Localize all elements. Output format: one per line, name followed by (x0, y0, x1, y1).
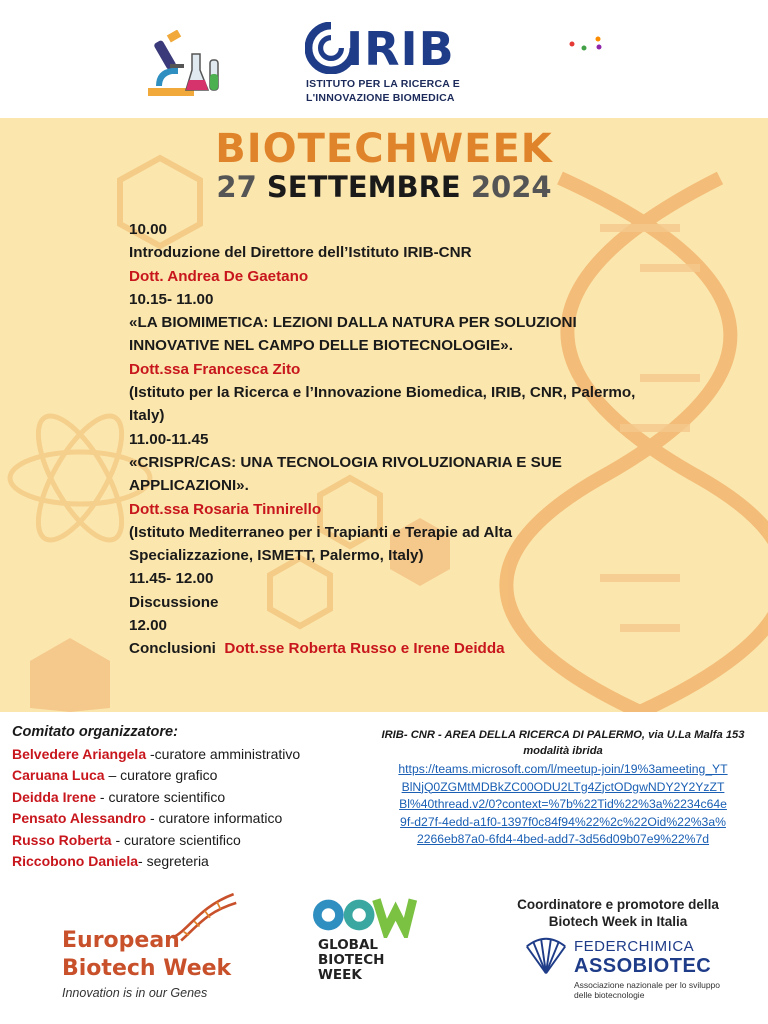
committee-member: Belvedere Ariangela -curatore amministrativo (12, 745, 301, 762)
assobiotec-tagline: Associazione nazionale per lo sviluppo delle biotecnologie (574, 980, 721, 1000)
program-panel (0, 118, 768, 712)
event-date-year: 2024 (470, 170, 552, 204)
program-line: «CRISPR/CAS: UNA TECNOLOGIA RIVOLUZIONARIA E SUE (129, 453, 562, 471)
microscope-flask-icon (146, 30, 224, 100)
program-line: INNOVATIVE NEL CAMPO DELLE BIOTECNOLOGIE». (129, 337, 513, 355)
program-line: Introduzione del Direttore dell’Istituto IRIB-CNR (129, 244, 472, 262)
program-line: 11.45- 12.00 (129, 570, 214, 588)
federchimica-shell-icon (522, 936, 570, 976)
program-line: 10.15- 11.00 (129, 290, 214, 308)
speaker-name: Dott. Andrea De Gaetano (129, 267, 309, 285)
speaker-name: Dott.ssa Rosaria Tinnirello (129, 500, 322, 518)
committee-member: Deidda Irene - curatore scientifico (12, 788, 226, 805)
assobiotec-label: ASSOBIOTEC (574, 955, 712, 977)
gbw-logo-text: GLOBAL BIOTECH WEEK (318, 937, 385, 983)
committee-member: Pensato Alessandro - curatore informatico (12, 810, 283, 826)
org-name: IRIB (346, 22, 455, 76)
committee-title: Comitato organizzatore: (12, 724, 178, 740)
program-line: Italy) (129, 407, 165, 425)
program-line: APPLICAZIONI». (129, 477, 249, 495)
program-line: 12.00 (129, 617, 168, 635)
program-line: 10.00 (129, 221, 168, 238)
program-schedule (129, 218, 749, 661)
committee-member: Riccobono Daniela- segreteria (12, 853, 209, 869)
program-line: Conclusioni Dott.sse Roberta Russo e Irene Deidda (129, 640, 505, 658)
gbw-logo-icon (306, 890, 418, 938)
program-line: (Istituto per la Ricerca e l’Innovazione Biomedica, IRIB, CNR, Palermo, (129, 384, 636, 402)
committee-member: Caruana Luca – curatore grafico (12, 767, 218, 783)
ebw-logo-line2: Biotech Week (62, 956, 232, 981)
event-title: BIOTECHWEEK (215, 126, 553, 172)
event-date-month: SETTEMBRE (266, 170, 461, 204)
federchimica-label: FEDERCHIMICA (574, 938, 695, 955)
event-date-day: 27 (216, 170, 257, 204)
venue-info (364, 727, 762, 849)
event-date (0, 170, 768, 204)
organizing-committee (12, 722, 372, 873)
venue-mode: modalità ibrida (523, 745, 603, 757)
colored-dots-icon (568, 34, 608, 54)
ebw-logo-line1: European (62, 928, 180, 953)
org-subtitle-line1: ISTITUTO PER LA RICERCA E (306, 78, 460, 90)
header (0, 0, 768, 118)
program-line: 11.00-11.45 (129, 430, 209, 448)
program-line: «LA BIOMIMETICA: LEZIONI DALLA NATURA PER SOLUZIONI (129, 314, 577, 332)
program-line: Discussione (129, 593, 219, 611)
program-line: (Istituto Mediterraneo per i Trapianti e Terapie ad Alta (129, 523, 513, 541)
speaker-name: Dott.ssa Francesca Zito (129, 360, 301, 378)
org-subtitle-line2: L'INNOVAZIONE BIOMEDICA (306, 92, 455, 104)
ebw-tagline: Innovation is in our Genes (62, 986, 208, 1000)
committee-member: Russo Roberta - curatore scientifico (12, 831, 241, 848)
teams-meeting-link[interactable]: https://teams.microsoft.com/l/meetup-join/19%3ameeting_YTBlNjQ0ZGMtMDBkZC00ODU2LTg4ZjctODgwNDY2Y2YzZTBl%40thread.v2/0?context=%7b%22Tid%22%3a%2234c64e9f-d27f-4edd-a1f0-1397f0c84f94%22%2c%22Oid%22%3a%2266eb87a0-6fd4-4bed-add7-3d56d09b07e9%22%7d (398, 762, 728, 846)
speaker-name: Dott.sse Roberta Russo e Irene Deidda (224, 640, 505, 658)
venue-address: IRIB- CNR - AREA DELLA RICERCA DI PALERMO, via U.La Malfa 153 (381, 729, 745, 741)
coordinator-text: Coordinatore e promotore della Biotech Week in Italia (517, 897, 719, 929)
program-line: Specializzazione, ISMETT, Palermo, Italy) (129, 547, 424, 565)
